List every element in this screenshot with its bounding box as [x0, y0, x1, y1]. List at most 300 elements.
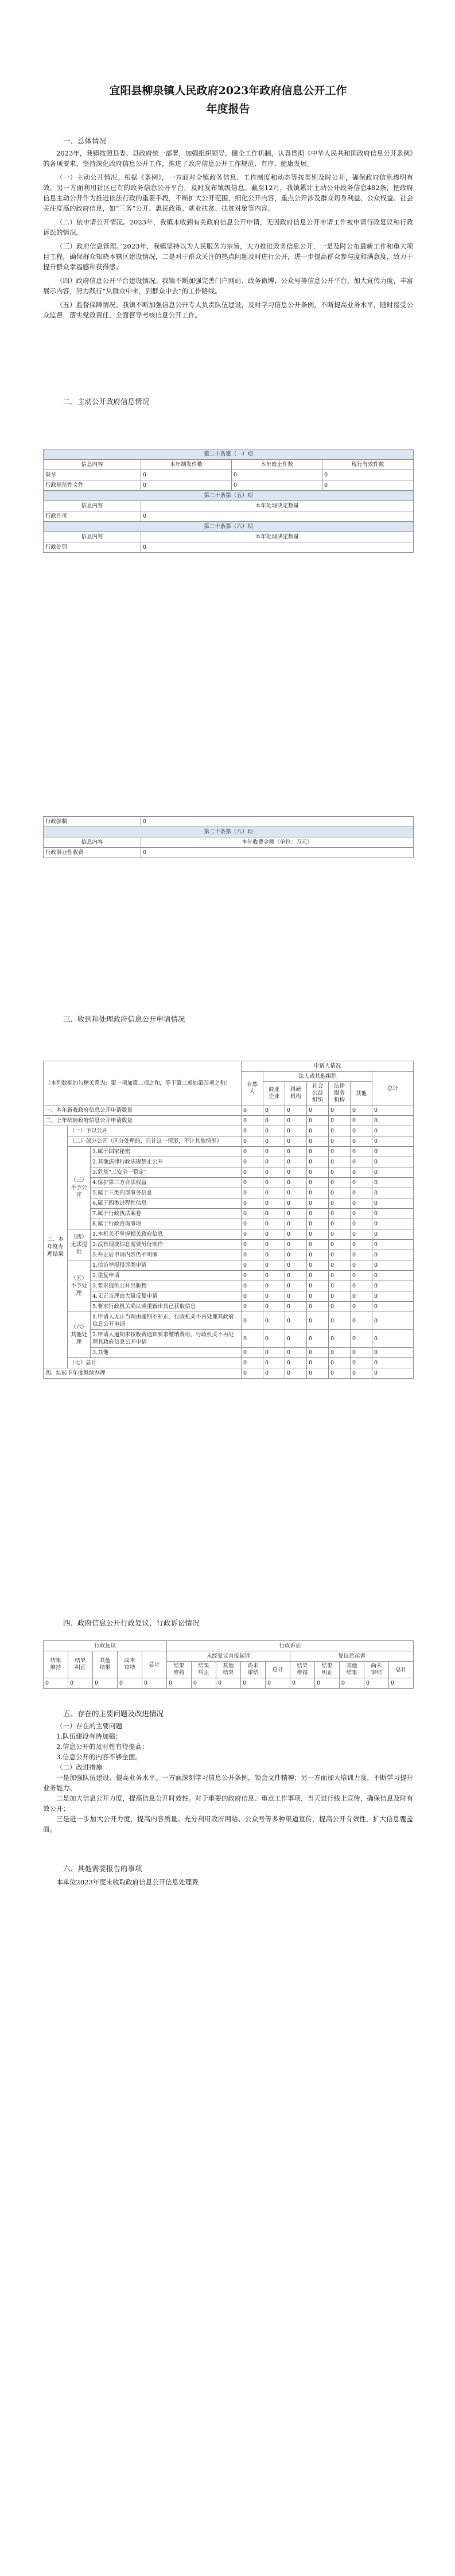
table-row — [44, 1240, 414, 1250]
value-cell: 0 — [351, 1302, 372, 1312]
direct-suit-result-header-cell — [167, 1662, 192, 1678]
applications-table-body — [44, 1105, 414, 1379]
row-new-requests — [44, 1105, 414, 1116]
value-cell: 0 — [351, 1250, 372, 1260]
table-row — [44, 1291, 414, 1302]
value-cell: 0 — [372, 1136, 414, 1147]
value-cell: 0 — [351, 1136, 372, 1147]
value-cell: 0 — [290, 1678, 315, 1689]
value-cell: 0 — [263, 1147, 285, 1157]
result-item-label: 4.无正当理由大量反复申请 — [91, 1291, 242, 1302]
row-label: 规章 — [44, 470, 141, 480]
value-cell: 0 — [329, 1240, 351, 1250]
active-disclosure-table — [43, 449, 414, 553]
table-header-row — [44, 1651, 414, 1662]
value-cell: 0 — [242, 1368, 263, 1379]
row-carried-in — [44, 1116, 414, 1126]
review-result-header-cell — [44, 1651, 68, 1678]
value-cell: 0 — [364, 1678, 389, 1689]
value-cell: 0 — [351, 1368, 372, 1379]
value-cell: 0 — [263, 1178, 285, 1188]
table-header-row — [44, 460, 414, 470]
value-cell: 0 — [307, 1368, 329, 1379]
header-info-content: 信息内容 — [44, 532, 141, 542]
row-label: 行政处罚 — [44, 542, 141, 553]
value-cell: 0 — [351, 1105, 372, 1116]
review-result-header: 总计 — [149, 1661, 160, 1668]
section-active-disclosure-heading: 二、主动公开政府信息情况 — [63, 397, 150, 406]
value-cell: 0 — [263, 1281, 285, 1291]
value-cell: 0 — [351, 1330, 372, 1348]
value-cell: 0 — [307, 1167, 329, 1178]
value-cell: 0 — [372, 1240, 414, 1250]
value-cell: 0 — [351, 1157, 372, 1167]
legal-type-header-cell — [263, 1082, 285, 1105]
value-cell: 0 — [307, 1178, 329, 1188]
value-cell: 0 — [285, 1126, 307, 1136]
report-title-line-1: 宜阳县柳泉镇人民政府2023年政府信息公开工作 — [109, 84, 347, 97]
value-cell: 0 — [242, 1219, 263, 1229]
value-cell: 0 — [263, 1240, 285, 1250]
value-cell: 0 — [351, 1147, 372, 1157]
value-cell: 0 — [307, 1250, 329, 1260]
table-row — [44, 1250, 414, 1260]
value-cell: 0 — [372, 1219, 414, 1229]
value-cell: 0 — [351, 1312, 372, 1330]
value-cell: 0 — [315, 1678, 340, 1689]
value-cell: 0 — [372, 1312, 414, 1330]
value-cell: 0 — [372, 1250, 414, 1260]
improvements-item: 二是加大信息公开力度，提高信息公开时效性。对于重要的政府信息、重点工作事项，当天进行线上宣传，确保信息及时有效公开； — [43, 1794, 413, 1813]
table-row — [44, 511, 414, 522]
table-row — [44, 1312, 414, 1330]
value-cell: 0 — [351, 1178, 372, 1188]
row-label: 四、结转下年度继续办理 — [44, 1368, 242, 1379]
table-section-row — [44, 827, 414, 837]
row-label: 行政规范性文件 — [44, 480, 141, 491]
value-cell: 0 — [263, 1291, 285, 1302]
value-cell: 0 — [372, 1157, 414, 1167]
table-row — [44, 1188, 414, 1198]
result-item-label: 1.申请人无正当理由逾期不补正、行政机关不再处理其政府信息公开申请 — [91, 1312, 242, 1330]
table-row — [44, 1209, 414, 1219]
value-cell: 0 — [307, 1157, 329, 1167]
result-item-label: 2.其他法律行政法规禁止公开 — [91, 1157, 242, 1167]
value-cell: 0 — [285, 1188, 307, 1198]
table-row — [44, 1136, 414, 1147]
value-cell: 0 — [44, 1678, 68, 1689]
value-cell: 0 — [329, 1250, 351, 1260]
value-cell: 0 — [263, 1157, 285, 1167]
value-cell: 0 — [307, 1291, 329, 1302]
value-cell: 0 — [285, 1260, 307, 1271]
value-cell: 0 — [68, 1678, 93, 1689]
header-issued-count: 本年制发件数 — [141, 460, 232, 470]
value-cell: 0 — [141, 470, 232, 480]
value-cell: 0 — [329, 1147, 351, 1157]
value-cell: 0 — [372, 1167, 414, 1178]
review-result-header-cell — [142, 1651, 167, 1678]
value-cell: 0 — [285, 1198, 307, 1209]
problems-item: 3.信息公开的内容不够全面。 — [56, 1753, 142, 1761]
section-review-litigation-heading: 四、政府信息公开行政复议、行政诉讼情况 — [63, 1619, 200, 1627]
value-cell: 0 — [242, 1271, 263, 1281]
table-row — [44, 817, 414, 827]
value-cell: 0 — [141, 511, 414, 522]
report-title-line-2: 年度报告 — [206, 103, 250, 115]
result-item-label: 1.本机关不掌握相关政府信息 — [91, 1229, 242, 1240]
table-row — [44, 1348, 414, 1358]
legal-type-header-cell — [329, 1082, 351, 1105]
direct-suit-result-header: 结果维持 — [173, 1663, 185, 1676]
value-cell: 0 — [285, 1240, 307, 1250]
value-cell: 0 — [329, 1348, 351, 1358]
after-review-result-header-cell — [290, 1662, 315, 1678]
value-cell: 0 — [118, 1678, 142, 1689]
value-cell: 0 — [242, 1291, 263, 1302]
table-header-row — [44, 1061, 414, 1072]
overview-paragraph: （五）监督保障情况。我镇不断加强信息公开专人负责队伍建设，及时学习信息公开条例，不断提高业务水平，随时接受公众监督，落实党政责任，全面督导考核信息公开工作。 — [43, 301, 413, 319]
value-cell: 0 — [263, 1358, 285, 1368]
value-cell: 0 — [263, 1167, 285, 1178]
value-cell: 0 — [263, 1116, 285, 1126]
row-label: 一、本年新收政府信息公开申请数量 — [44, 1105, 242, 1116]
legal-type-header-cell — [351, 1082, 372, 1105]
value-cell: 0 — [322, 470, 414, 480]
table-row — [44, 1260, 414, 1271]
value-cell: 0 — [263, 1250, 285, 1260]
value-cell: 0 — [329, 1167, 351, 1178]
value-cell: 0 — [192, 1678, 216, 1689]
value-cell: 0 — [242, 1105, 263, 1116]
result-item-label: 3.补正后申请内容仍不明确 — [91, 1250, 242, 1260]
active-disclosure-table-part-1 — [43, 449, 413, 553]
value-cell: 0 — [285, 1368, 307, 1379]
value-cell: 0 — [216, 1678, 241, 1689]
table-row — [44, 1358, 414, 1368]
value-cell: 0 — [266, 1678, 290, 1689]
value-cell: 0 — [263, 1260, 285, 1271]
problems-item: 2.信息公开的及时性有待提高； — [56, 1743, 149, 1751]
table-row — [44, 1126, 414, 1136]
value-cell: 0 — [307, 1209, 329, 1219]
value-cell: 0 — [372, 1126, 414, 1136]
value-cell: 0 — [351, 1291, 372, 1302]
header-info-content: 信息内容 — [44, 837, 141, 848]
legal-type-header: 其他 — [356, 1090, 367, 1097]
result-item-label: 3.其他 — [91, 1348, 242, 1358]
result-category-label: （四）无法提供 — [68, 1229, 91, 1260]
value-cell: 0 — [329, 1281, 351, 1291]
table-header-row — [44, 837, 414, 848]
value-cell: 0 — [242, 1358, 263, 1368]
table-row — [44, 480, 414, 491]
result-item-label: 1.信访举报投诉类申请 — [91, 1260, 242, 1271]
header-info-content: 信息内容 — [44, 501, 141, 511]
table-row — [44, 1219, 414, 1229]
result-item-label: 4.保护第三方合法权益 — [91, 1178, 242, 1188]
value-cell: 0 — [285, 1250, 307, 1260]
header-fee-amount: 本年收费金额（单位：万元） — [141, 837, 414, 848]
table-header-row — [44, 1641, 414, 1651]
after-review-result-header-cell — [389, 1662, 414, 1678]
review-litigation-table-wrapper — [43, 1640, 413, 1689]
table-row — [44, 1330, 414, 1348]
value-cell: 0 — [285, 1157, 307, 1167]
value-cell: 0 — [263, 1188, 285, 1198]
overview-paragraph: 2023年，我镇按照县委、县政府统一部署，加强组织领导，健全工作机制，认真贯彻《中华人民共和国政府信息公开条例》的各项要求，坚持深化政府信息公开工作，推进了政府信息公开工作规范、有序、健康发展。 — [43, 149, 413, 168]
value-cell: 0 — [285, 1209, 307, 1219]
value-cell: 0 — [242, 1312, 263, 1330]
value-cell: 0 — [351, 1348, 372, 1358]
value-cell: 0 — [263, 1330, 285, 1348]
value-cell: 0 — [141, 542, 414, 553]
value-cell: 0 — [242, 1240, 263, 1250]
value-cell: 0 — [285, 1348, 307, 1358]
result-category-label: （六）其他处理 — [68, 1312, 91, 1358]
direct-suit-result-header-cell — [241, 1662, 266, 1678]
total-header: 总计 — [387, 1085, 399, 1092]
legal-group-header: 法人或其他组织 — [263, 1072, 372, 1082]
value-cell: 0 — [242, 1330, 263, 1348]
value-cell: 0 — [329, 1198, 351, 1209]
value-cell: 0 — [263, 1302, 285, 1312]
value-cell: 0 — [329, 1188, 351, 1198]
results-group-label: 三、本年度办理结果 — [44, 1126, 68, 1368]
result-item-label: 1.属于国家秘密 — [91, 1147, 242, 1157]
value-cell: 0 — [263, 1348, 285, 1358]
value-cell: 0 — [263, 1229, 285, 1240]
value-cell: 0 — [307, 1330, 329, 1348]
value-cell: 0 — [242, 1198, 263, 1209]
overview-paragraph: （四）政府信息公开平台建设情况。我镇不断加强完善门户网站、政务微博、公众号等信息公开平台，加大宣传力度，丰富展示内容，努力践行“从群众中来，到群众中去”的工作路线。 — [43, 277, 413, 295]
problems-subheading: （一）存在的主要问题 — [56, 1722, 122, 1730]
value-cell: 0 — [242, 1229, 263, 1240]
value-cell: 0 — [242, 1126, 263, 1136]
active-disclosure-table-continued — [43, 816, 414, 858]
value-cell: 0 — [307, 1136, 329, 1147]
value-cell: 0 — [340, 1678, 364, 1689]
after-review-result-header: 其他结果 — [346, 1663, 357, 1676]
value-cell: 0 — [372, 1229, 414, 1240]
legal-type-header: 科研机构 — [290, 1087, 302, 1100]
header-abolished-count: 本年废止件数 — [232, 460, 322, 470]
value-cell: 0 — [307, 1260, 329, 1271]
result-category-label: （七）总计 — [68, 1358, 242, 1368]
value-cell: 0 — [93, 1678, 118, 1689]
value-cell: 0 — [372, 1178, 414, 1188]
value-cell: 0 — [307, 1229, 329, 1240]
value-cell: 0 — [285, 1358, 307, 1368]
value-cell: 0 — [351, 1188, 372, 1198]
value-cell: 0 — [242, 1302, 263, 1312]
direct-suit-result-header-cell — [216, 1662, 241, 1678]
value-cell: 0 — [307, 1116, 329, 1126]
value-cell: 0 — [329, 1358, 351, 1368]
value-cell: 0 — [307, 1358, 329, 1368]
result-item-label: 2.申请人逾期未按收费通知要求缴纳费用、行政机关不再处理其政府信息公开申请 — [91, 1330, 242, 1348]
result-item-label: 5.属于三类内部事务信息 — [91, 1188, 242, 1198]
value-cell: 0 — [351, 1126, 372, 1136]
review-header: 行政复议 — [44, 1641, 167, 1651]
value-cell: 0 — [372, 1188, 414, 1198]
value-cell: 0 — [242, 1147, 263, 1157]
value-cell: 0 — [351, 1198, 372, 1209]
value-cell: 0 — [351, 1240, 372, 1250]
value-cell: 0 — [285, 1116, 307, 1126]
value-cell: 0 — [141, 817, 414, 827]
table-row — [44, 848, 414, 858]
value-cell: 0 — [242, 1260, 263, 1271]
value-cell: 0 — [285, 1302, 307, 1312]
improvements-item: 一是加强队伍建设，提高业务水平。一方面深刻学习信息公开条例，领会文件精神；另一方面加大培训力度，不断学习提升业务能力。 — [43, 1774, 413, 1792]
value-cell: 0 — [307, 1271, 329, 1281]
value-cell: 0 — [372, 1368, 414, 1379]
table-row — [44, 1178, 414, 1188]
after-review-result-header-cell — [364, 1662, 389, 1678]
value-cell: 0 — [263, 1136, 285, 1147]
other-text: 本单位2023年度未收取政府信息公开信息处理费 — [56, 1878, 199, 1886]
natural-person-header-cell — [242, 1072, 263, 1105]
value-cell: 0 — [242, 1157, 263, 1167]
table-section-row — [44, 522, 414, 532]
result-category-label: （一）予以公开 — [68, 1126, 242, 1136]
value-cell: 0 — [351, 1358, 372, 1368]
table-section-row — [44, 491, 414, 501]
active-disclosure-table-part-2 — [43, 816, 413, 858]
header-decision-count: 本年处理决定数量 — [141, 501, 414, 511]
review-result-header: 其他结果 — [99, 1658, 111, 1671]
value-cell: 0 — [307, 1147, 329, 1157]
value-cell: 0 — [242, 1250, 263, 1260]
value-cell: 0 — [329, 1260, 351, 1271]
table-row — [44, 1678, 414, 1689]
value-cell: 0 — [285, 1281, 307, 1291]
legal-type-header: 法律服务机构 — [334, 1083, 345, 1103]
value-cell: 0 — [307, 1240, 329, 1250]
value-cell: 0 — [351, 1229, 372, 1240]
value-cell: 0 — [372, 1271, 414, 1281]
value-cell: 0 — [372, 1330, 414, 1348]
value-cell: 0 — [263, 1209, 285, 1219]
review-result-header: 结果维持 — [50, 1658, 61, 1671]
improvements-subheading: （二）改进措施 — [56, 1763, 103, 1771]
report-title — [43, 82, 413, 118]
value-cell: 0 — [242, 1348, 263, 1358]
header-info-content: 信息内容 — [44, 460, 141, 470]
result-item-label: 5.要求行政机关确认或重新出具已获取信息 — [91, 1302, 242, 1312]
section-other-heading: 六、其他需要报告的事项 — [63, 1864, 142, 1873]
value-cell: 0 — [329, 1312, 351, 1330]
value-cell: 0 — [329, 1209, 351, 1219]
value-cell: 0 — [372, 1147, 414, 1157]
after-review-result-header: 尚未审结 — [371, 1663, 382, 1676]
value-cell: 0 — [329, 1229, 351, 1240]
applications-table — [43, 1061, 414, 1379]
value-cell: 0 — [242, 1178, 263, 1188]
header-valid-count: 现行有效件数 — [322, 460, 414, 470]
value-cell: 0 — [372, 1358, 414, 1368]
value-cell: 0 — [307, 1198, 329, 1209]
table-row — [44, 1229, 414, 1240]
value-cell: 0 — [329, 1302, 351, 1312]
value-cell: 0 — [307, 1302, 329, 1312]
value-cell: 0 — [372, 1260, 414, 1271]
value-cell: 0 — [307, 1348, 329, 1358]
result-item-label: 2.没有现成信息需要另行制作 — [91, 1240, 242, 1250]
value-cell: 0 — [329, 1219, 351, 1229]
value-cell: 0 — [241, 1678, 266, 1689]
direct-suit-result-header: 尚未审结 — [247, 1663, 259, 1676]
value-cell: 0 — [329, 1105, 351, 1116]
result-item-label: 3.危及“三安全一稳定” — [91, 1167, 242, 1178]
value-cell: 0 — [307, 1126, 329, 1136]
legal-type-header: 商业企业 — [269, 1087, 280, 1100]
value-cell: 0 — [242, 1136, 263, 1147]
table-row — [44, 1302, 414, 1312]
table-row — [44, 1281, 414, 1291]
value-cell: 0 — [285, 1271, 307, 1281]
value-cell: 0 — [232, 480, 322, 491]
value-cell: 0 — [285, 1291, 307, 1302]
row-label: 行政事业性收费 — [44, 848, 141, 858]
value-cell: 0 — [307, 1105, 329, 1116]
applicant-header: 申请人情况 — [242, 1061, 414, 1072]
direct-suit-result-header-cell — [192, 1662, 216, 1678]
value-cell: 0 — [372, 1105, 414, 1116]
section-other-body — [43, 1877, 413, 1887]
corner-note: （本列数据的勾稽关系为：第一项加第二项之和，等于第三项加第四项之和） — [44, 1061, 242, 1105]
value-cell: 0 — [307, 1281, 329, 1291]
table-header-row — [44, 532, 414, 542]
value-cell: 0 — [351, 1219, 372, 1229]
result-item-label: 2.重复申请 — [91, 1271, 242, 1281]
value-cell: 0 — [285, 1312, 307, 1330]
value-cell: 0 — [141, 480, 232, 491]
value-cell: 0 — [263, 1126, 285, 1136]
value-cell: 0 — [285, 1229, 307, 1240]
value-cell: 0 — [242, 1188, 263, 1198]
table-row — [44, 1167, 414, 1178]
row-label: 二、上年结转政府信息公开申请数量 — [44, 1116, 242, 1126]
after-review-result-header: 结果维持 — [297, 1663, 308, 1676]
value-cell: 0 — [372, 1209, 414, 1219]
value-cell: 0 — [307, 1219, 329, 1229]
natural-person-header: 自然人 — [247, 1081, 258, 1095]
total-header-cell — [372, 1072, 414, 1105]
result-item-label: 6.属于四类过程性信息 — [91, 1198, 242, 1209]
value-cell: 0 — [372, 1116, 414, 1126]
value-cell: 0 — [372, 1302, 414, 1312]
litigation-header: 行政诉讼 — [167, 1641, 414, 1651]
value-cell: 0 — [307, 1312, 329, 1330]
value-cell: 0 — [242, 1116, 263, 1126]
section-overview-heading: 一、总体情况 — [63, 137, 107, 145]
section-overview-body — [43, 148, 413, 324]
review-result-header-cell — [68, 1651, 93, 1678]
review-litigation-table — [43, 1640, 414, 1689]
value-cell: 0 — [263, 1105, 285, 1116]
article-20-6-title: 第二十条第（六）项 — [44, 522, 414, 532]
legal-type-header: 社会公益组织 — [312, 1083, 324, 1103]
value-cell: 0 — [351, 1271, 372, 1281]
value-cell: 0 — [263, 1219, 285, 1229]
overview-paragraph: （三）政府信息管理。2023年，我镇坚持以为人民服务为宗旨，大力推进政务信息公开，一是及时公布最新工作和重大项目工程，确保群众知晓本辖区建设情况，二是对于群众关注的热点问题及时进行公开，进一步提高群众参与度和满意度，致力于提升群众幸福感和获得感。 — [43, 242, 413, 271]
after-review-result-header: 总计 — [395, 1666, 407, 1673]
value-cell: 0 — [263, 1271, 285, 1281]
table-row — [44, 542, 414, 553]
table-header-row — [44, 501, 414, 511]
